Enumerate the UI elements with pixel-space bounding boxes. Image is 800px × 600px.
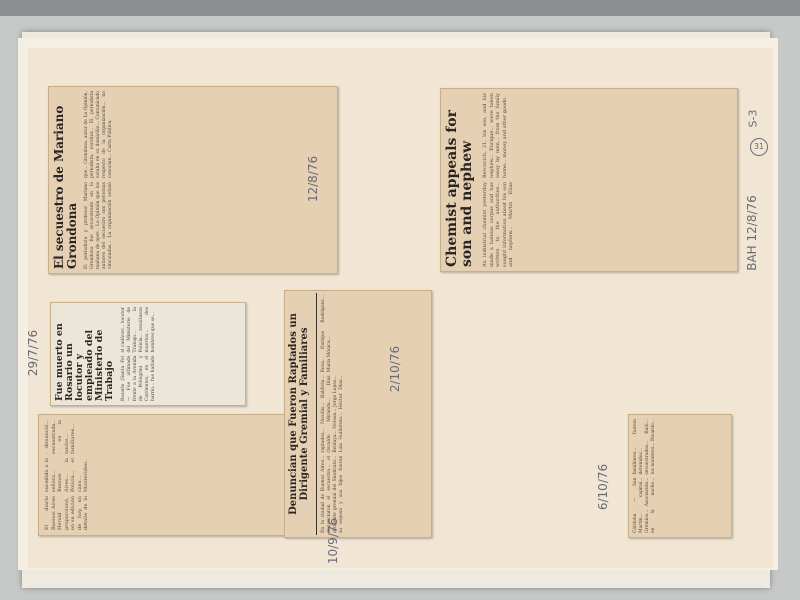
source-annotation: [744, 180, 772, 290]
date-text: 6/10/76: [596, 463, 611, 511]
article-sequestration: [48, 86, 338, 274]
date-annotation: [388, 340, 408, 400]
date-annotation: [26, 318, 50, 388]
article-body: En la ciudad de Buenos Aires... denunciaron el secuestro... el dirigente gremial del Sindicato... su esposa y sus hijos fueron raptados... Nicolás... Baldivia... Osvaldo Miranda... Díaz Beldaya... Nelson... Jorge Lopez... Luis Guillermo... Héctor Díaz... Rosa... Enrique Rodríguez... María Mónica...: [321, 295, 344, 533]
date-text: 10/9/76: [326, 517, 341, 565]
article-body: An industrial chemist yesterday made a habeas corpus and has written to the authorities... sought information about his son and nephew... Martin Elias Bercovich, 21, his son, and his nephew... Enrique... were taken away by men... from the family home... money and other goods.: [482, 93, 515, 267]
date-annotation: [326, 510, 350, 580]
date-text: 12/8/76: [306, 155, 321, 203]
article-body: Córdoba — San Martín... capital... Gremios... Asociación... en la noche... familiares... fueron detenidos... secuestrados... Raúl... los nombres... Ricardo...: [633, 419, 656, 533]
article-headline: Denuncian que Fueron Raptados un Dirigente Gremial y Familiares: [288, 313, 310, 515]
date-text: 29/7/76: [26, 329, 41, 377]
date-annotation: [596, 450, 622, 530]
headline-rule: [316, 293, 317, 535]
source-text: [745, 195, 759, 271]
article-body: Rosario (Santa Fe) — Fue ultimado frente a la Avenida de Pellegrini y Corrientes, en el barrio... fue hallado el cadáver... locutor del Ministerio de Trabajo... la Policía... resultaron muertos... dos hombres que se...: [120, 307, 156, 401]
page-number-annotation: [748, 100, 772, 160]
article-chemist: [440, 88, 738, 272]
source-name: BAH: [744, 245, 759, 271]
circled-number: 31: [750, 138, 768, 156]
article-headline: Chemist appeals for son and nephew: [444, 109, 475, 267]
date-text: 12/8/76: [744, 195, 759, 242]
article-short-note: [628, 414, 732, 538]
article-buenos-aires: [38, 414, 320, 536]
article-body: El periodista y profesor Mariano Grondona fue secuestrado en la mañana de ayer... La Opinión que los autores del secuestro son personas vinculadas... La organización señaló que... Grondona, autor de La Opinión, periodista, escritor... El periodista estaba en su domicilio... Comunicado respecto de la organización... no conocían... Carta Pública.: [84, 91, 114, 269]
article-body: El diario Buenos Aires Herald proporcionó, en su edición de hoy, un detalle de lo sucedido a la señora... Buenos Aires... la Policía... el caso... Montevideo... denunció... secuestrada... en la noche... familiares...: [44, 420, 89, 530]
article-headline: Fue muerto en Rosario un locutor y empleado del Ministerio de Trabajo: [54, 323, 115, 401]
article-death-rosario: [50, 302, 246, 406]
date-text: 2/10/76: [388, 345, 403, 393]
page-number: S-3: [746, 109, 760, 128]
article-headline: El secuestro de Mariano Grondona: [52, 105, 79, 269]
article-union-leader: [284, 290, 432, 538]
date-annotation: [306, 150, 328, 210]
